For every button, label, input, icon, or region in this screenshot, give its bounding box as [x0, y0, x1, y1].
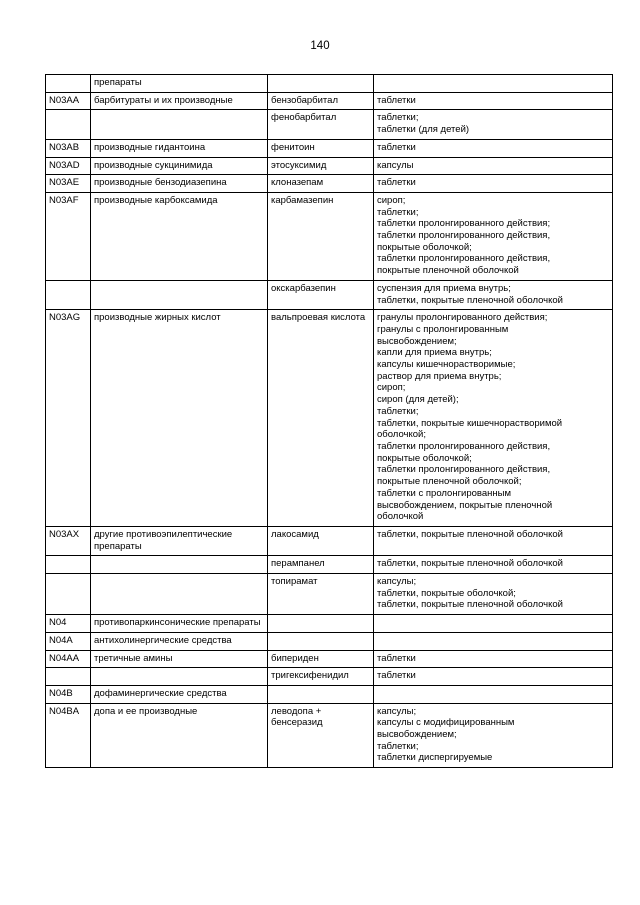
- dosage-form-line: сироп (для детей);: [377, 394, 459, 406]
- atc-code-cell: [46, 280, 91, 309]
- dosage-forms-cell: [374, 280, 613, 309]
- dosage-form-line: капсулы кишечнорастворимые;: [377, 359, 516, 371]
- dosage-forms-cell: [374, 92, 613, 110]
- atc-code-cell: [46, 668, 91, 686]
- atc-code-cell: [46, 556, 91, 574]
- group-name-cell: [91, 668, 268, 686]
- dosage-form-line: таблетки;: [377, 112, 419, 124]
- dosage-form-line: покрытые пленочной оболочкой: [377, 265, 519, 277]
- drug-name-cell: бипериден: [268, 650, 374, 668]
- dosage-form-line: капсулы;: [377, 576, 417, 588]
- drug-table: [45, 74, 613, 768]
- atc-code-cell: N03AE: [46, 175, 91, 193]
- dosage-forms-cell: [374, 556, 613, 574]
- dosage-form-line: таблетки: [377, 652, 416, 664]
- dosage-form-line: таблетки пролонгированного действия,: [377, 440, 551, 452]
- dosage-forms-cell: [374, 157, 613, 175]
- atc-code-cell: N04AA: [46, 650, 91, 668]
- dosage-form-line: таблетки (для детей): [377, 124, 470, 136]
- dosage-form-line: таблетки: [377, 177, 416, 189]
- dosage-form-line: гранулы с пролонгированным: [377, 323, 509, 335]
- table-row: [46, 139, 613, 157]
- dosage-forms-cell: [374, 668, 613, 686]
- dosage-form-line: высвобождением;: [377, 335, 457, 347]
- group-name-cell: производные жирных кислот: [91, 310, 268, 527]
- dosage-forms-cell: [374, 139, 613, 157]
- page-number: 140: [310, 40, 330, 52]
- drug-name-cell: [268, 75, 374, 93]
- dosage-form-line: таблетки, покрытые оболочкой;: [377, 587, 516, 599]
- dosage-form-line: сироп;: [377, 382, 406, 394]
- table-row: [46, 703, 613, 768]
- dosage-forms-cell: [374, 75, 613, 93]
- drug-name-cell: бензобарбитал: [268, 92, 374, 110]
- drug-name-cell: [268, 615, 374, 633]
- atc-code-cell: N03AD: [46, 157, 91, 175]
- group-name-cell: третичные амины: [91, 650, 268, 668]
- table-row: [46, 310, 613, 527]
- group-name-cell: производные сукцинимида: [91, 157, 268, 175]
- dosage-form-line: раствор для приема внутрь;: [377, 370, 502, 382]
- atc-code-cell: N04BA: [46, 703, 91, 768]
- dosage-form-line: таблетки, покрытые пленочной оболочкой: [377, 558, 563, 570]
- table-row: [46, 175, 613, 193]
- group-name-cell: [91, 556, 268, 574]
- dosage-form-line: оболочкой;: [377, 429, 426, 441]
- dosage-form-line: покрытые оболочкой;: [377, 241, 472, 253]
- dosage-form-line: таблетки, покрытые пленочной оболочкой: [377, 528, 563, 540]
- dosage-form-line: оболочкой: [377, 511, 424, 523]
- dosage-forms-cell: [374, 110, 613, 139]
- dosage-form-line: таблетки, покрытые пленочной оболочкой: [377, 599, 563, 611]
- dosage-forms-cell: [374, 650, 613, 668]
- dosage-form-line: таблетки пролонгированного действия,: [377, 464, 551, 476]
- dosage-form-line: покрытые оболочкой;: [377, 452, 472, 464]
- atc-code-cell: [46, 75, 91, 93]
- dosage-form-line: таблетки;: [377, 740, 419, 752]
- atc-code-cell: [46, 110, 91, 139]
- atc-code-cell: N03AG: [46, 310, 91, 527]
- dosage-form-line: таблетки диспергируемые: [377, 752, 493, 764]
- group-name-cell: производные бензодиазепина: [91, 175, 268, 193]
- table-row: [46, 632, 613, 650]
- atc-code-cell: N04: [46, 615, 91, 633]
- dosage-form-line: сироп;: [377, 194, 406, 206]
- dosage-form-line: суспензия для приема внутрь;: [377, 282, 511, 294]
- group-name-cell: барбитураты и их производные: [91, 92, 268, 110]
- table-row: [46, 574, 613, 615]
- atc-code-cell: N03AA: [46, 92, 91, 110]
- atc-code-cell: [46, 574, 91, 615]
- table-body: [46, 75, 613, 768]
- group-name-cell: препараты: [91, 75, 268, 93]
- dosage-forms-cell: [374, 574, 613, 615]
- group-name-cell: другие противоэпилептические препараты: [91, 526, 268, 555]
- drug-name-cell: окскарбазепин: [268, 280, 374, 309]
- dosage-form-line: таблетки;: [377, 405, 419, 417]
- drug-name-cell: карбамазепин: [268, 192, 374, 280]
- drug-name-cell: вальпроевая кислота: [268, 310, 374, 527]
- atc-code-cell: N03AX: [46, 526, 91, 555]
- drug-name-cell: клоназепам: [268, 175, 374, 193]
- dosage-form-line: таблетки пролонгированного действия,: [377, 253, 551, 265]
- drug-name-cell: этосуксимид: [268, 157, 374, 175]
- table-row: [46, 110, 613, 139]
- dosage-forms-cell: [374, 310, 613, 527]
- dosage-form-line: таблетки, покрытые кишечнорастворимой: [377, 417, 563, 429]
- dosage-form-line: таблетки, покрытые пленочной оболочкой: [377, 294, 563, 306]
- table-row: [46, 157, 613, 175]
- table-row: [46, 526, 613, 555]
- dosage-form-line: капсулы с модифицированным: [377, 717, 515, 729]
- atc-code-cell: N04B: [46, 685, 91, 703]
- dosage-forms-cell: [374, 526, 613, 555]
- table-row: [46, 556, 613, 574]
- dosage-forms-cell: [374, 685, 613, 703]
- dosage-form-line: высвобождением;: [377, 729, 457, 741]
- drug-name-cell: лакосамид: [268, 526, 374, 555]
- dosage-form-line: гранулы пролонгированного действия;: [377, 312, 548, 324]
- group-name-cell: противопаркинсонические препараты: [91, 615, 268, 633]
- table-row: [46, 280, 613, 309]
- drug-name-cell: [268, 685, 374, 703]
- dosage-form-line: таблетки с пролонгированным: [377, 487, 511, 499]
- table-row: [46, 192, 613, 280]
- group-name-cell: антихолинергические средства: [91, 632, 268, 650]
- dosage-forms-cell: [374, 175, 613, 193]
- drug-name-cell: [268, 632, 374, 650]
- dosage-form-line: капсулы;: [377, 705, 417, 717]
- dosage-form-line: высвобождением, покрытые пленочной: [377, 499, 553, 511]
- group-name-cell: производные карбоксамида: [91, 192, 268, 280]
- group-name-cell: дофаминергические средства: [91, 685, 268, 703]
- dosage-forms-cell: [374, 703, 613, 768]
- dosage-form-line: таблетки: [377, 670, 416, 682]
- dosage-forms-cell: [374, 192, 613, 280]
- table-row: [46, 75, 613, 93]
- atc-code-cell: N03AF: [46, 192, 91, 280]
- table-row: [46, 668, 613, 686]
- dosage-form-line: таблетки пролонгированного действия,: [377, 230, 551, 242]
- group-name-cell: [91, 280, 268, 309]
- group-name-cell: производные гидантоина: [91, 139, 268, 157]
- dosage-forms-cell: [374, 632, 613, 650]
- drug-name-cell: фенобарбитал: [268, 110, 374, 139]
- atc-code-cell: N04A: [46, 632, 91, 650]
- dosage-form-line: капли для приема внутрь;: [377, 347, 492, 359]
- drug-name-cell: леводопа + бенсеразид: [268, 703, 374, 768]
- drug-name-cell: фенитоин: [268, 139, 374, 157]
- dosage-forms-cell: [374, 615, 613, 633]
- dosage-form-line: капсулы: [377, 159, 414, 171]
- table-row: [46, 685, 613, 703]
- drug-name-cell: тригексифенидил: [268, 668, 374, 686]
- dosage-form-line: таблетки: [377, 94, 416, 106]
- table-row: [46, 615, 613, 633]
- group-name-cell: [91, 110, 268, 139]
- dosage-form-line: покрытые пленочной оболочкой;: [377, 476, 522, 488]
- dosage-form-line: таблетки пролонгированного действия;: [377, 218, 551, 230]
- dosage-form-line: таблетки;: [377, 206, 419, 218]
- group-name-cell: [91, 574, 268, 615]
- group-name-cell: допа и ее производные: [91, 703, 268, 768]
- drug-name-cell: перампанел: [268, 556, 374, 574]
- drug-name-cell: топирамат: [268, 574, 374, 615]
- dosage-form-line: таблетки: [377, 141, 416, 153]
- atc-code-cell: N03AB: [46, 139, 91, 157]
- table-row: [46, 92, 613, 110]
- table-row: [46, 650, 613, 668]
